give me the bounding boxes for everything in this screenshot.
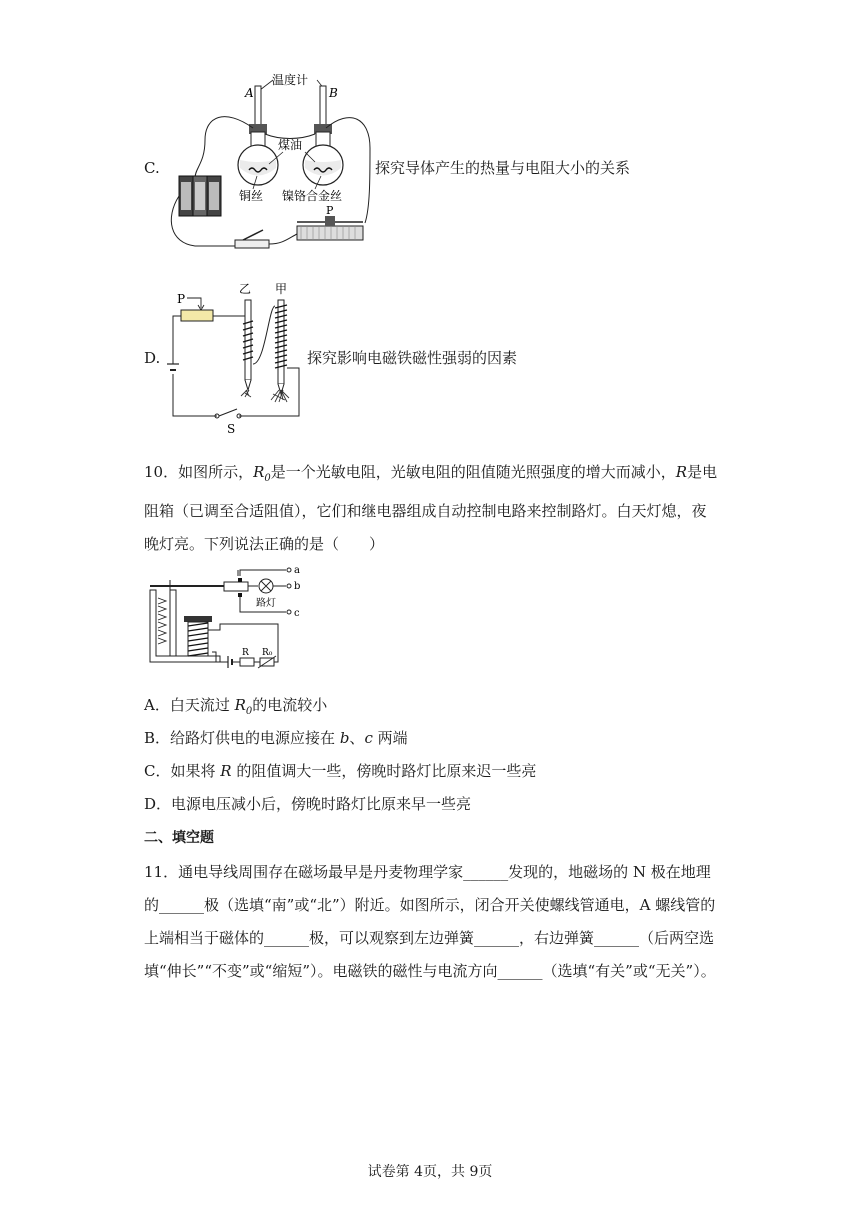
terminal-c-label: c xyxy=(294,608,300,619)
thermometer-a-label: A xyxy=(245,86,254,100)
option-b[interactable] xyxy=(144,722,536,755)
question-10-number: 10． xyxy=(144,463,179,481)
option-text: 两端 xyxy=(372,729,408,747)
option-d[interactable] xyxy=(144,788,536,821)
coil-jia-label: 甲 xyxy=(275,282,288,296)
rheostat-p-label: P xyxy=(177,292,186,306)
relay-control-circuit-figure xyxy=(146,565,306,666)
page-footer: 试卷第 4页，共 9页 xyxy=(367,1164,493,1180)
stem-text: 是一个光敏电阻，光敏电阻的阻值随光照强度的增大而减小， xyxy=(270,463,676,481)
resistor-r xyxy=(240,658,254,666)
r0-subscript: 0 xyxy=(245,706,253,717)
option-text: 给路灯供电的电源应接在 xyxy=(170,729,340,747)
option-c[interactable] xyxy=(144,755,536,788)
kerosene-label: 煤油 xyxy=(278,138,303,152)
option-text: 、 xyxy=(349,729,365,747)
copper-wire-label: 铜丝 xyxy=(239,189,264,203)
r0-var: R xyxy=(253,463,265,481)
joule-heating-apparatus-figure xyxy=(165,68,375,253)
option-letter: A． xyxy=(144,696,170,714)
option-a[interactable] xyxy=(144,689,536,722)
knife-switch xyxy=(235,230,269,248)
option-text: 的电流较小 xyxy=(252,696,328,714)
option-letter: D． xyxy=(144,795,172,813)
street-lamp-label: 路灯 xyxy=(256,598,276,609)
option-text: 如果将 xyxy=(170,762,221,780)
question-11-line-1: 11．通电导线周围存在磁场最早是丹麦物理学家______发现的，地磁场的 N 极在地理 xyxy=(144,863,711,881)
option-d-letter: D. xyxy=(144,349,161,367)
stem-text: 是电 xyxy=(687,463,718,481)
photoresistor-label: R₀ xyxy=(262,648,273,658)
c-var: c xyxy=(364,729,373,747)
r0-subscript: 0 xyxy=(264,473,271,484)
r0-var: R xyxy=(234,696,246,714)
option-letter: C． xyxy=(144,762,171,780)
option-text: 电源电压减小后，傍晚时路灯比原来早一些亮 xyxy=(171,795,472,813)
b-var: b xyxy=(339,729,350,747)
rheostat-slider-label: P xyxy=(326,204,334,217)
section-heading: 二、填空题 xyxy=(144,830,214,846)
r-var: R xyxy=(220,762,232,780)
relay-spring xyxy=(158,598,166,644)
question-10-stem xyxy=(144,456,724,561)
question-11-line-3: 上端相当于磁体的______极，可以观察到左边弹簧______，右边弹簧______（后两空选 xyxy=(144,929,715,947)
switch-s-label: S xyxy=(227,422,236,436)
question-11-line-2: 的______极（选填“南”或“北”）附近。如图所示，闭合开关使螺线管通电，A 螺线管的 xyxy=(144,896,716,914)
question-10-line-2: 阻箱（已调至合适阻值），它们和继电器组成自动控制电路来控制路灯。白天灯熄，夜 xyxy=(144,502,707,520)
option-c-description: 探究导体产生的热量与电阻大小的关系 xyxy=(375,159,631,177)
nichrome-wire-label: 镍铬合金丝 xyxy=(282,189,343,203)
option-c-letter: C. xyxy=(144,159,160,177)
question-10-options xyxy=(144,689,536,821)
sliding-rheostat xyxy=(297,204,363,240)
question-11-line-4: 填“伸长”“不变”或“缩短”）。电磁铁的磁性与电流方向______（选填“有关”或“无关”）。 xyxy=(144,962,716,980)
thermometer-b-label: B xyxy=(329,86,338,100)
option-letter: B． xyxy=(144,729,171,747)
electromagnet-circuit-figure xyxy=(165,276,315,436)
question-10-line-3: 晚灯亮。下列说法正确的是（ ） xyxy=(144,535,385,553)
terminal-b-label: b xyxy=(294,581,301,592)
question-11 xyxy=(144,856,716,988)
option-text: 白天流过 xyxy=(169,696,235,714)
stem-text: 如图所示， xyxy=(178,463,254,481)
resistor-r-label: R xyxy=(242,648,249,658)
coil-yi-label: 乙 xyxy=(239,282,252,296)
option-text: 的阻值调大一些，傍晚时路灯比原来迟一些亮 xyxy=(231,762,537,780)
attracted-pins xyxy=(241,390,289,402)
terminal-a-label: a xyxy=(294,565,300,576)
r-var: R xyxy=(675,463,688,481)
rheostat xyxy=(181,310,213,321)
battery-pack xyxy=(179,176,221,216)
question-10-line-1 xyxy=(144,456,724,495)
thermometer-label: 温度计 xyxy=(272,73,309,87)
option-d-description: 探究影响电磁铁磁性强弱的因素 xyxy=(307,349,518,367)
